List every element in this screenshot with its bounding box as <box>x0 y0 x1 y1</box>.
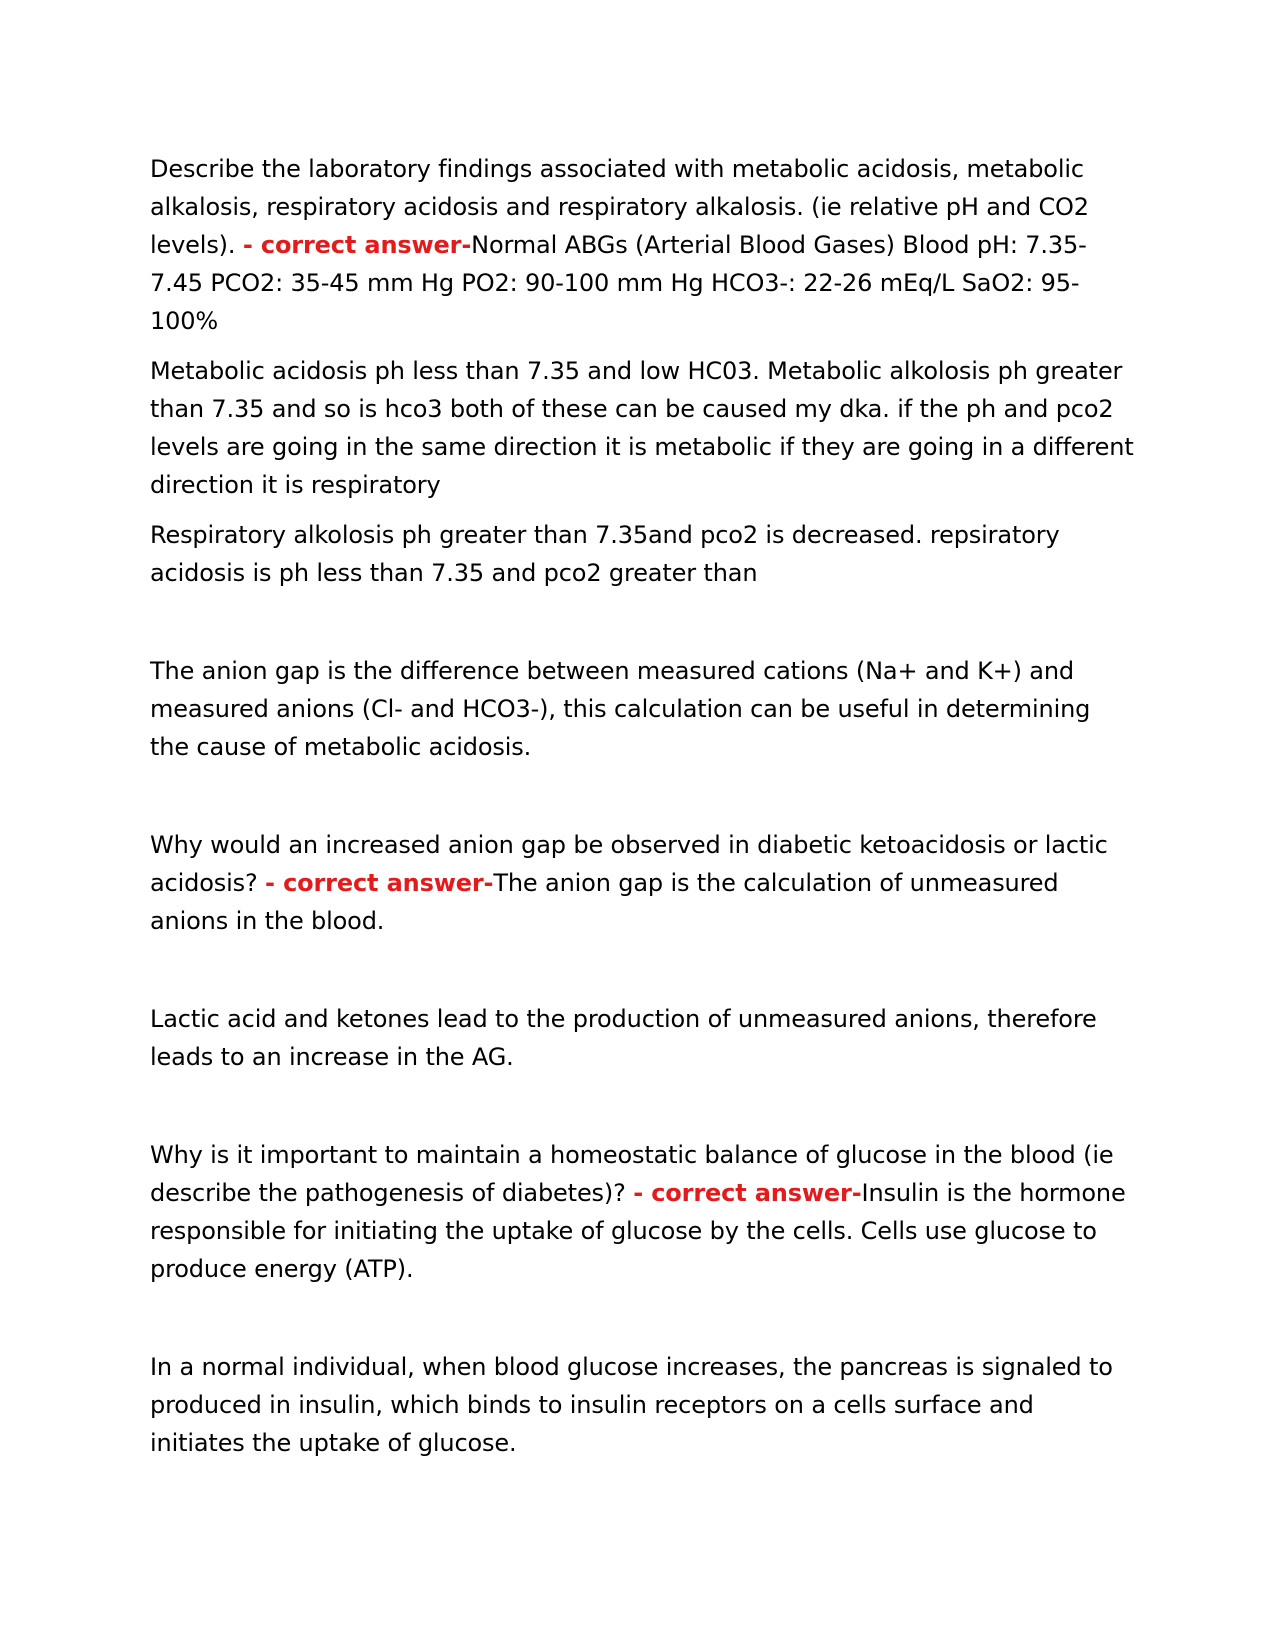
paragraph-respiratory: Respiratory alkolosis ph greater than 7.35and pco2 is decreased. repsiratory acidosis is ph less than 7.35 and pco2 greater than <box>150 521 1060 587</box>
answer-text: The anion gap is the calculation of unmeasured anions in the blood. <box>150 869 1059 935</box>
paragraph-anion-gap: The anion gap is the difference between measured cations (Na+ and K+) and measured anions (Cl- and HCO3-), this calculation can be useful in determining the cause of metabolic acidosis. <box>150 657 1091 761</box>
paragraph-lactic: Lactic acid and ketones lead to the production of unmeasured anions, therefore leads to an increase in the AG. <box>150 1005 1097 1071</box>
answer-text: Normal ABGs (Arterial Blood Gases) Blood pH: 7.35-7.45 PCO2: 35-45 mm Hg PO2: 90-100 mm Hg HCO3-: 22-26 mEq/L SaO2: 95-100% <box>150 231 1087 335</box>
paragraph-normal-individual: In a normal individual, when blood glucose increases, the pancreas is signaled to produced in insulin, which binds to insulin receptors on a cells surface and initiates the uptake of glucose. <box>150 1353 1113 1457</box>
qa-block-1 <box>150 150 1135 340</box>
correct-answer-marker: - correct answer- <box>265 869 494 897</box>
qa-block-3 <box>150 1136 1135 1288</box>
answer-text: Insulin is the hormone responsible for initiating the uptake of glucose by the cells. Cells use glucose to produce energy (ATP). <box>150 1179 1126 1283</box>
correct-answer-marker: - correct answer- <box>242 231 472 259</box>
question-text: Describe the laboratory findings associated with metabolic acidosis, metabolic alkalosis, respiratory acidosis and respiratory alkalosis. (ie relative pH and CO2 levels). <box>150 155 1089 259</box>
question-text: Why would an increased anion gap be observed in diabetic ketoacidosis or lactic acidosis? <box>150 831 1108 897</box>
question-text: Why is it important to maintain a homeostatic balance of glucose in the blood (ie describe the pathogenesis of diabetes)? <box>150 1141 1114 1207</box>
qa-block-2 <box>150 826 1135 940</box>
paragraph-metabolic: Metabolic acidosis ph less than 7.35 and low HC03. Metabolic alkolosis ph greater than 7.35 and so is hco3 both of these can be caused my dka. if the ph and pco2 levels are going in the same direction it is metabolic if they are going in a different direction it is respiratory <box>150 357 1134 499</box>
document-content <box>150 150 1135 1462</box>
correct-answer-marker: - correct answer- <box>633 1179 862 1207</box>
